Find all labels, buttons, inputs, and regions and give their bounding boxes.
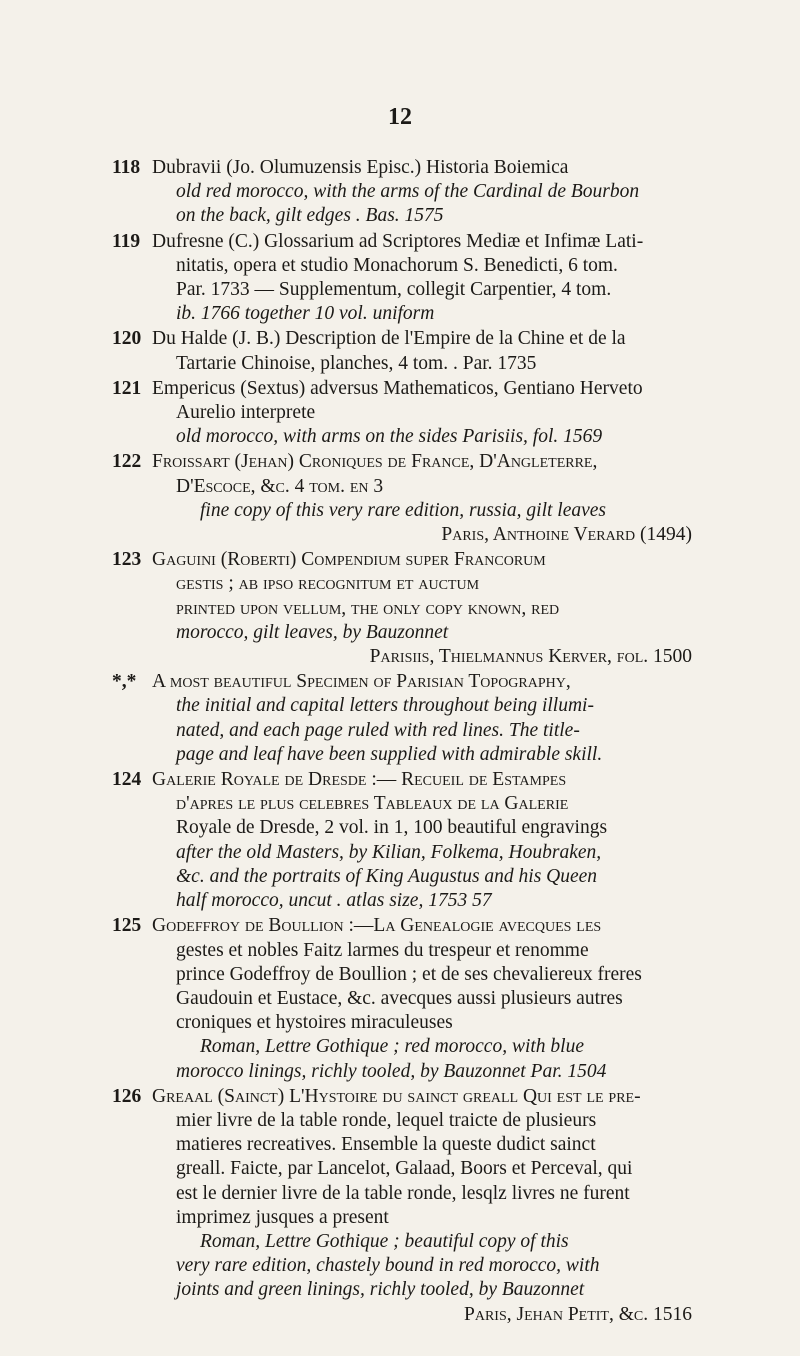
entry-line: old morocco, with arms on the sides Parisiis, fol. 1569 — [176, 426, 603, 448]
entry-number: 126 — [112, 1085, 142, 1107]
entry-line: printed upon vellum, the only copy known, red — [176, 597, 560, 619]
entry-line: Aurelio interprete — [176, 402, 316, 424]
entry-line: nitatis, opera et studio Monachorum S. Benedicti, 6 tom. — [176, 254, 618, 276]
entry-number: 119 — [112, 230, 141, 252]
catalogue-entry-123 — [112, 548, 692, 669]
entry-line: on the back, gilt edges . Bas. 1575 — [176, 205, 444, 227]
page-number: 12 — [388, 104, 412, 130]
entry-line: half morocco, uncut . atlas size, 1753 57 — [176, 890, 492, 912]
entry-line: mier livre de la table ronde, lequel traicte de plusieurs — [176, 1109, 597, 1131]
entry-line: gestis ; ab ipso recognitum et auctum — [176, 573, 480, 595]
entry-line: Galerie Royale de Dresde :— Recueil de Estampes — [152, 769, 567, 791]
catalogue-entry-126 — [112, 1085, 692, 1327]
catalogue-note — [112, 670, 692, 767]
entry-line: Godeffroy de Boullion :—La Genealogie avecques les — [152, 915, 602, 937]
entry-line: morocco, gilt leaves, by Bauzonnet — [176, 621, 449, 643]
entry-line: nated, and each page ruled with red lines. The title- — [176, 719, 580, 741]
catalogue-entry-124 — [112, 768, 692, 913]
entry-line: the initial and capital letters throughout being illumi- — [176, 695, 594, 717]
entry-number: 121 — [112, 377, 142, 399]
entry-line: Du Halde (J. B.) Description de l'Empire de la Chine et de la — [152, 328, 626, 350]
entry-line: Greaal (Sainct) L'Hystoire du sainct greall Qui est le pre- — [152, 1085, 641, 1107]
entry-line: matieres recreatives. Ensemble la queste dudict sainct — [176, 1134, 596, 1156]
entry-line: fine copy of this very rare edition, russia, gilt leaves — [200, 499, 606, 521]
entry-line: prince Godeffroy de Boullion ; et de ses chevaliereux freres — [176, 963, 642, 985]
entry-line: Empericus (Sextus) adversus Mathematicos, Gentiano Herveto — [152, 377, 643, 399]
entry-line: morocco linings, richly tooled, by Bauzonnet Par. 1504 — [176, 1060, 607, 1082]
entry-line: Gaguini (Roberti) Compendium super Francorum — [152, 549, 546, 571]
entry-line: Dubravii (Jo. Olumuzensis Episc.) Historia Boiemica — [152, 157, 569, 178]
entry-line: est le dernier livre de la table ronde, lesqlz livres ne furent — [176, 1182, 630, 1204]
entry-line: joints and green linings, richly tooled, by Bauzonnet — [176, 1279, 585, 1301]
catalogue-entry-119 — [112, 230, 692, 327]
note-marker: *,* — [112, 671, 137, 693]
entry-line: greall. Faicte, par Lancelot, Galaad, Boors et Perceval, qui — [176, 1158, 633, 1180]
entry-line: croniques et hystoires miraculeuses — [176, 1012, 453, 1034]
catalogue-entry-125 — [112, 914, 692, 1083]
entry-line: Tartarie Chinoise, planches, 4 tom. . Par. 1735 — [176, 352, 537, 374]
entry-line: Roman, Lettre Gothique ; red morocco, with blue — [200, 1036, 584, 1058]
entry-number: 123 — [112, 549, 142, 571]
entry-line: page and leaf have been supplied with admirable skill. — [176, 743, 603, 765]
entry-line: &c. and the portraits of King Augustus and his Queen — [176, 865, 598, 887]
entry-number: 122 — [112, 451, 142, 473]
entry-line: Parisiis, Thielmannus Kerver, fol. 1500 — [369, 646, 692, 668]
entry-line: A most beautiful Specimen of Parisian Topography, — [152, 671, 571, 693]
entry-line: Royale de Dresde, 2 vol. in 1, 100 beautiful engravings — [176, 817, 608, 839]
catalogue-entry-121 — [112, 377, 692, 450]
catalogue-entry-122 — [112, 450, 692, 547]
entry-line: d'apres le plus celebres Tableaux de la Galerie — [176, 793, 569, 815]
catalogue-entry-118 — [112, 156, 692, 229]
entry-number: 124 — [112, 769, 142, 791]
entry-line: Dufresne (C.) Glossarium ad Scriptores Mediæ et Infimæ Lati- — [152, 230, 644, 252]
entry-line: Roman, Lettre Gothique ; beautiful copy of this — [200, 1230, 569, 1252]
entry-line: D'Escoce, &c. 4 tom. en 3 — [176, 475, 384, 497]
entry-number: 120 — [112, 328, 142, 350]
entry-line: Paris, Jehan Petit, &c. 1516 — [463, 1303, 692, 1325]
entry-line: ib. 1766 together 10 vol. uniform — [176, 303, 435, 325]
entry-line: gestes et nobles Faitz larmes du trespeur et renomme — [176, 939, 589, 961]
entry-number: 118 — [112, 157, 141, 178]
entry-line: Par. 1733 — Supplementum, collegit Carpentier, 4 tom. — [176, 279, 612, 301]
entry-line: old red morocco, with the arms of the Cardinal de Bourbon — [176, 181, 640, 203]
entry-line: Paris, Anthoine Verard (1494) — [441, 524, 692, 546]
catalogue-entry-120 — [112, 327, 692, 375]
entry-line: imprimez jusques a present — [176, 1206, 389, 1228]
catalogue-entries — [112, 156, 692, 1328]
entry-line: very rare edition, chastely bound in red morocco, with — [176, 1255, 600, 1277]
entry-number: 125 — [112, 915, 142, 937]
entry-line: Gaudouin et Eustace, &c. avecques aussi plusieurs autres — [176, 987, 623, 1009]
entry-line: after the old Masters, by Kilian, Folkema, Houbraken, — [176, 841, 602, 863]
entry-line: Froissart (Jehan) Croniques de France, D'Angleterre, — [152, 451, 598, 473]
